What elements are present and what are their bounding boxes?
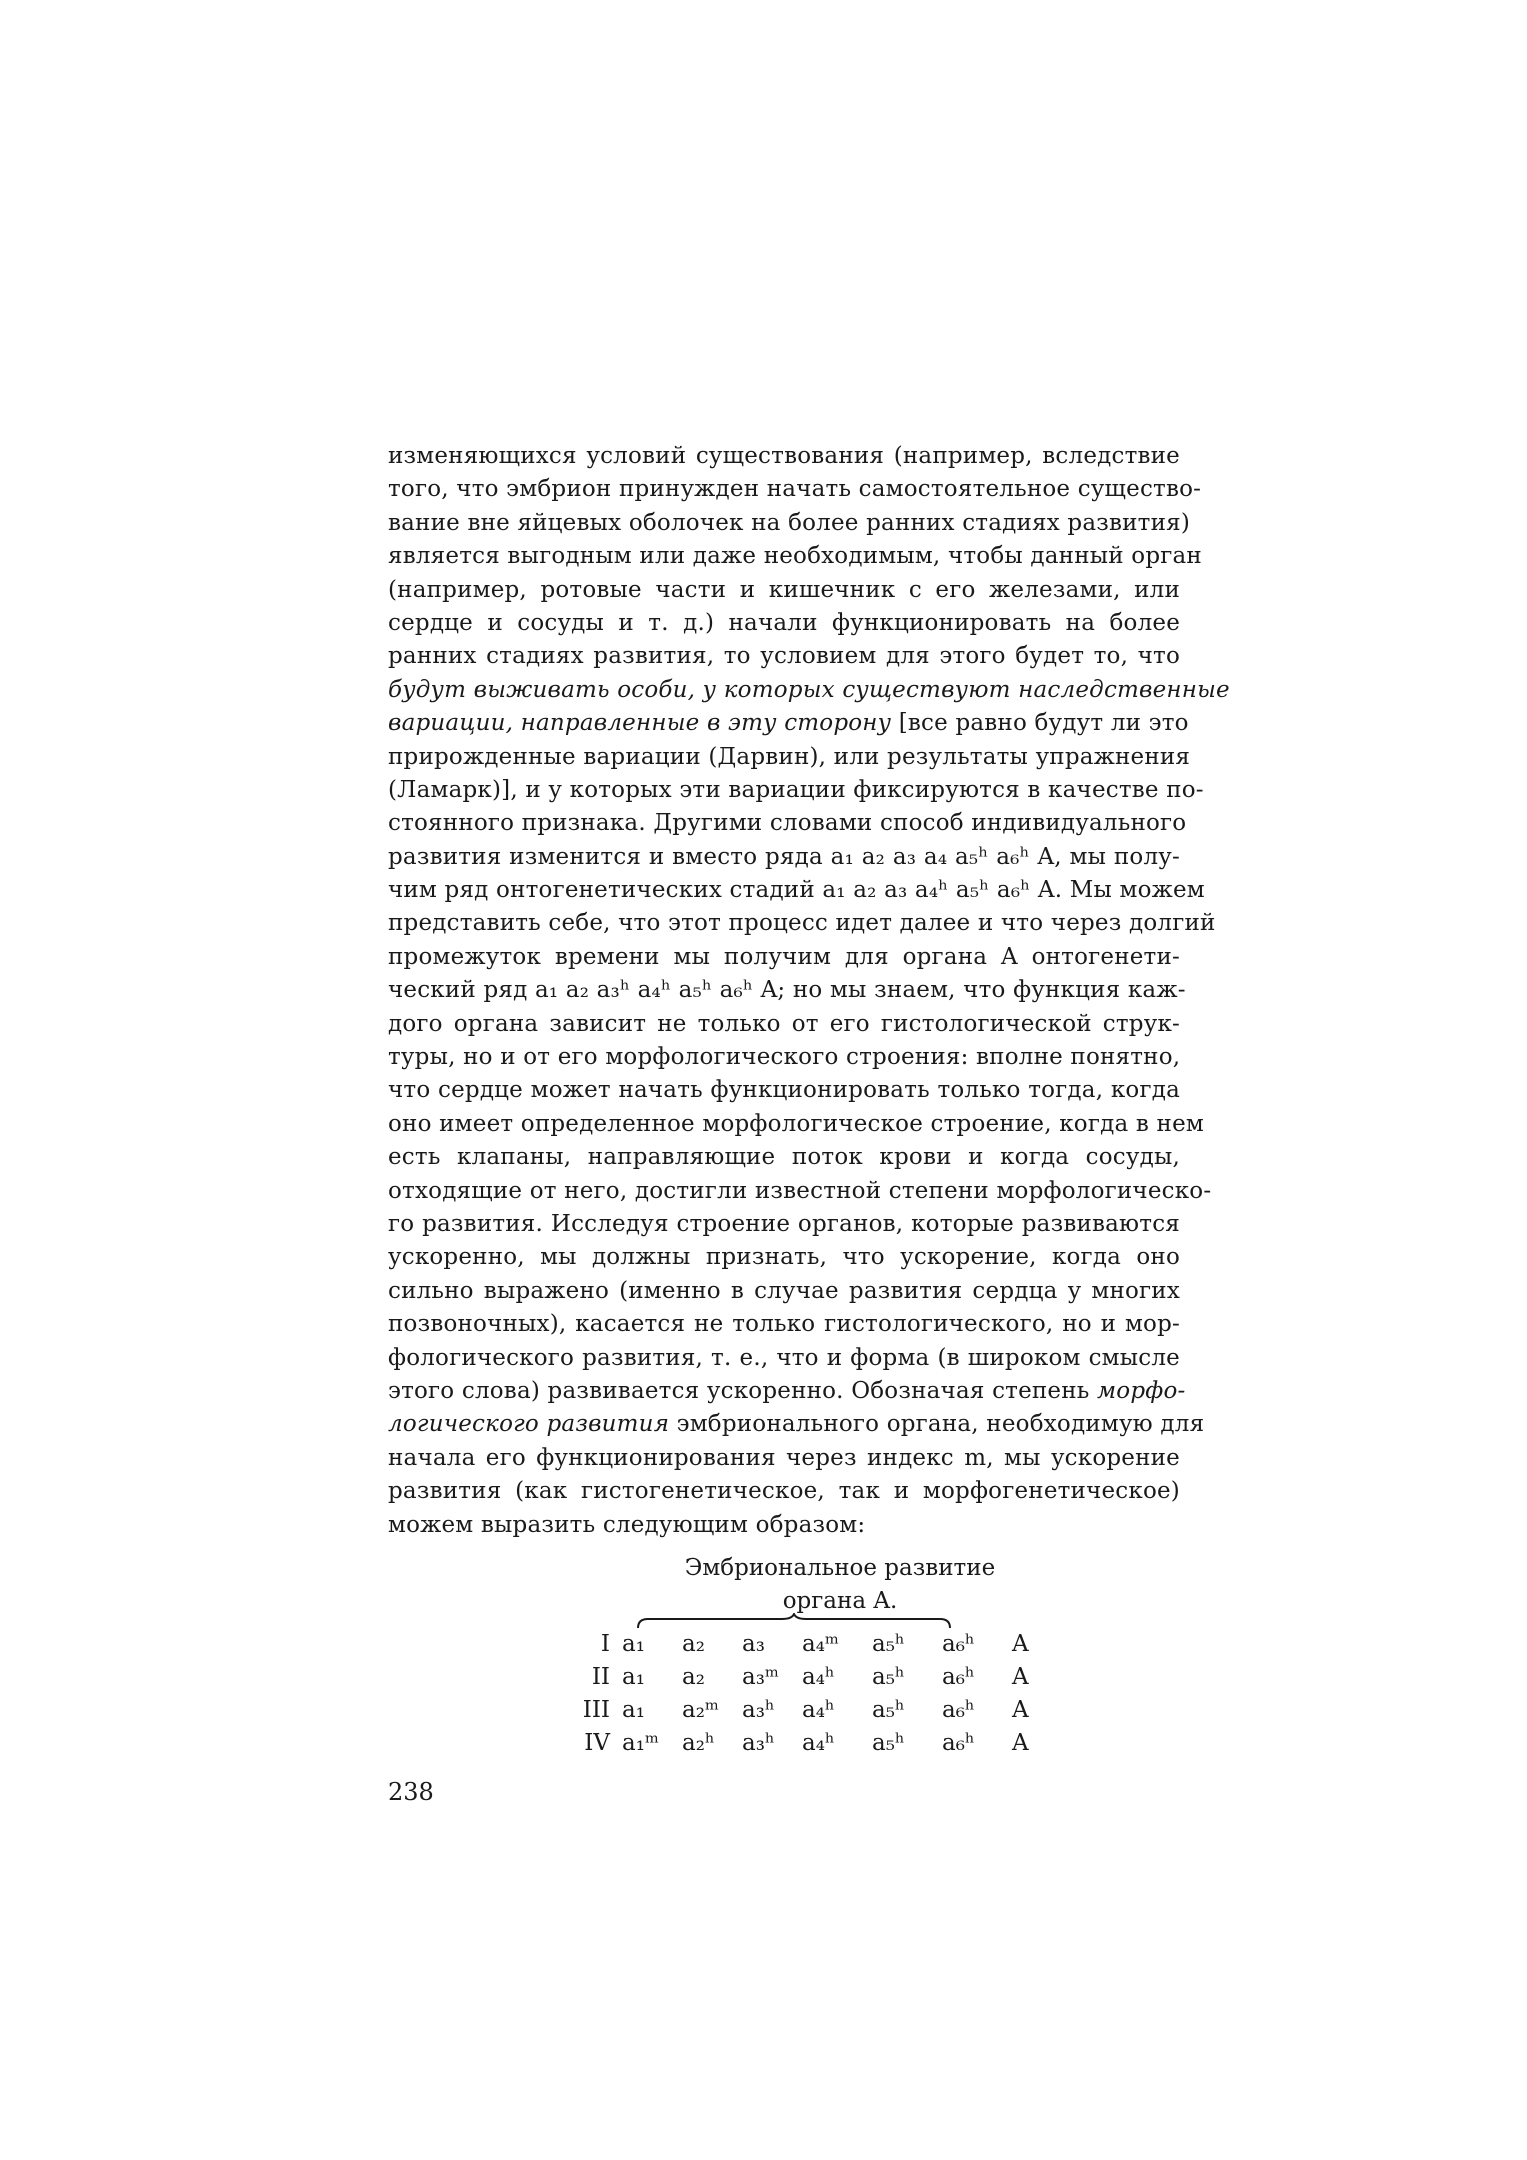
stage-cell: a₃ʰ bbox=[742, 1697, 775, 1723]
stage-cell: a₂ʰ bbox=[682, 1730, 715, 1756]
text-line: го развития. Исследуя строение органов, которые развиваются bbox=[388, 1210, 1180, 1237]
stage-cell: a₆ʰ bbox=[942, 1631, 975, 1657]
stage-cell: a₆ʰ bbox=[942, 1697, 975, 1723]
stage-cell: a₂ bbox=[682, 1631, 705, 1657]
text-line: (например, ротовые части и кишечник с его железами, или bbox=[388, 576, 1180, 603]
stage-cell: a₄ᵐ bbox=[802, 1631, 840, 1657]
stage-roman-numeral: III bbox=[582, 1697, 610, 1723]
stage-cell: A bbox=[1012, 1730, 1029, 1756]
stage-cell: a₆ʰ bbox=[942, 1730, 975, 1756]
text-line bbox=[388, 1375, 1186, 1408]
text-line: сердце и сосуды и т. д.) начали функционировать на более bbox=[388, 609, 1180, 636]
stage-cell: a₅ʰ bbox=[872, 1730, 905, 1756]
body-paragraph bbox=[388, 440, 1230, 1542]
text-line: (Ламарк)], и у которых эти вариации фиксируются в качестве по- bbox=[388, 776, 1204, 803]
table-caption-subtitle: органа A. bbox=[782, 1588, 898, 1614]
text-line: ческий ряд a₁ a₂ a₃ʰ a₄ʰ a₅ʰ a₆ʰ A; но мы знаем, что функция каж- bbox=[388, 977, 1186, 1004]
text-line: дого органа зависит не только от его гистологической струк- bbox=[388, 1010, 1180, 1037]
text-line: позвоночных), касается не только гистологического, но и мор- bbox=[388, 1311, 1180, 1338]
text-line: ранних стадиях развития, то условием для этого будет то, что bbox=[388, 643, 1180, 670]
stage-cell: a₅ʰ bbox=[872, 1664, 905, 1690]
stage-cell: a₃ bbox=[742, 1631, 765, 1657]
stage-roman-numeral: IV bbox=[584, 1730, 610, 1756]
text-line: начала его функционирования через индекс m, мы ускорение bbox=[388, 1444, 1180, 1471]
stage-cell: a₁ᵐ bbox=[622, 1730, 660, 1756]
stage-roman-numeral: II bbox=[591, 1664, 610, 1690]
stage-cell: a₃ʰ bbox=[742, 1730, 775, 1756]
table-caption-title: Эмбриональное развитие bbox=[684, 1555, 996, 1581]
text-span: этого слова) развивается ускоренно. Обозначая степень bbox=[388, 1377, 1097, 1404]
table-row bbox=[560, 1661, 1072, 1694]
text-line: вание вне яйцевых оболочек на более ранних стадиях развития) bbox=[388, 509, 1191, 536]
stage-cell: a₄ʰ bbox=[802, 1730, 835, 1756]
table-row bbox=[560, 1628, 1072, 1661]
text-line: изменяющихся условий существования (например, вследствие bbox=[388, 443, 1180, 469]
development-stages-table bbox=[560, 1628, 1072, 1760]
stage-cell: a₄ʰ bbox=[802, 1664, 835, 1690]
stage-cell: a₂ᵐ bbox=[682, 1697, 720, 1723]
text-line: отходящие от него, достигли известной степени морфологическо- bbox=[388, 1177, 1212, 1204]
stage-cell: A bbox=[1012, 1697, 1029, 1723]
text-line bbox=[388, 707, 1189, 740]
stage-cell: a₄ʰ bbox=[802, 1697, 835, 1723]
text-line: является выгодным или даже необходимым, чтобы данный орган bbox=[388, 543, 1202, 570]
stage-cell: a₂ bbox=[682, 1664, 705, 1690]
text-line: промежуток времени мы получим для органа A онтогенети- bbox=[388, 943, 1180, 970]
curly-brace-icon bbox=[636, 1613, 952, 1629]
stage-cell: a₅ʰ bbox=[872, 1631, 905, 1657]
italic-emphasis: логического развития bbox=[388, 1411, 670, 1438]
text-line: есть клапаны, направляющие поток крови и когда сосуды, bbox=[388, 1144, 1180, 1171]
stage-cell: a₁ bbox=[622, 1697, 645, 1723]
table-caption bbox=[560, 1552, 1120, 1618]
table-row bbox=[560, 1727, 1072, 1760]
text-line: что сердце может начать функционировать только тогда, когда bbox=[388, 1077, 1180, 1104]
stage-cell: a₅ʰ bbox=[872, 1697, 905, 1723]
stage-cell: A bbox=[1012, 1631, 1029, 1657]
text-line bbox=[388, 1408, 1205, 1441]
text-line: фологического развития, т. е., что и форма (в широком смысле bbox=[388, 1344, 1180, 1371]
text-line: ускоренно, мы должны признать, что ускорение, когда оно bbox=[388, 1244, 1180, 1271]
table-row bbox=[560, 1694, 1072, 1727]
text-line-italic bbox=[388, 674, 1230, 707]
stage-cell: a₆ʰ bbox=[942, 1664, 975, 1690]
text-line: прирожденные вариации (Дарвин), или результаты упражнения bbox=[388, 743, 1191, 770]
text-line: оно имеет определенное морфологическое строение, когда в нем bbox=[388, 1110, 1204, 1137]
text-line: можем выразить следующим образом: bbox=[388, 1511, 866, 1538]
text-line: туры, но и от его морфологического строения: вполне понятно, bbox=[388, 1044, 1181, 1071]
stage-roman-numeral: I bbox=[600, 1631, 610, 1657]
text-line: сильно выражено (именно в случае развития сердца у многих bbox=[388, 1277, 1180, 1304]
text-line: развития (как гистогенетическое, так и морфогенетическое) bbox=[388, 1478, 1180, 1505]
text-line: представить себе, что этот процесс идет далее и что через долгий bbox=[388, 910, 1216, 937]
text-span: эмбрионального органа, необходимую для bbox=[669, 1411, 1205, 1438]
text-line: стоянного признака. Другими словами способ индивидуального bbox=[388, 810, 1187, 837]
text-line: развития изменится и вместо ряда a₁ a₂ a₃ a₄ a₅ʰ a₆ʰ A, мы полу- bbox=[388, 843, 1180, 870]
text-line: того, что эмбрион принужден начать самостоятельное существо- bbox=[388, 476, 1202, 503]
stage-cell: a₁ bbox=[622, 1631, 645, 1657]
italic-emphasis: будут выживать особи, у которых существуют наследственные bbox=[388, 676, 1230, 703]
text-span: [все равно будут ли это bbox=[891, 710, 1189, 737]
stage-cell: a₃ᵐ bbox=[742, 1664, 780, 1690]
stage-cell: A bbox=[1012, 1664, 1029, 1690]
page-number: 238 bbox=[388, 1778, 434, 1806]
italic-emphasis: вариации, направленные в эту сторону bbox=[388, 710, 892, 737]
stage-cell: a₁ bbox=[622, 1664, 645, 1690]
italic-emphasis: морфо- bbox=[1097, 1377, 1186, 1404]
text-line: чим ряд онтогенетических стадий a₁ a₂ a₃ a₄ʰ a₅ʰ a₆ʰ A. Мы можем bbox=[388, 877, 1205, 904]
